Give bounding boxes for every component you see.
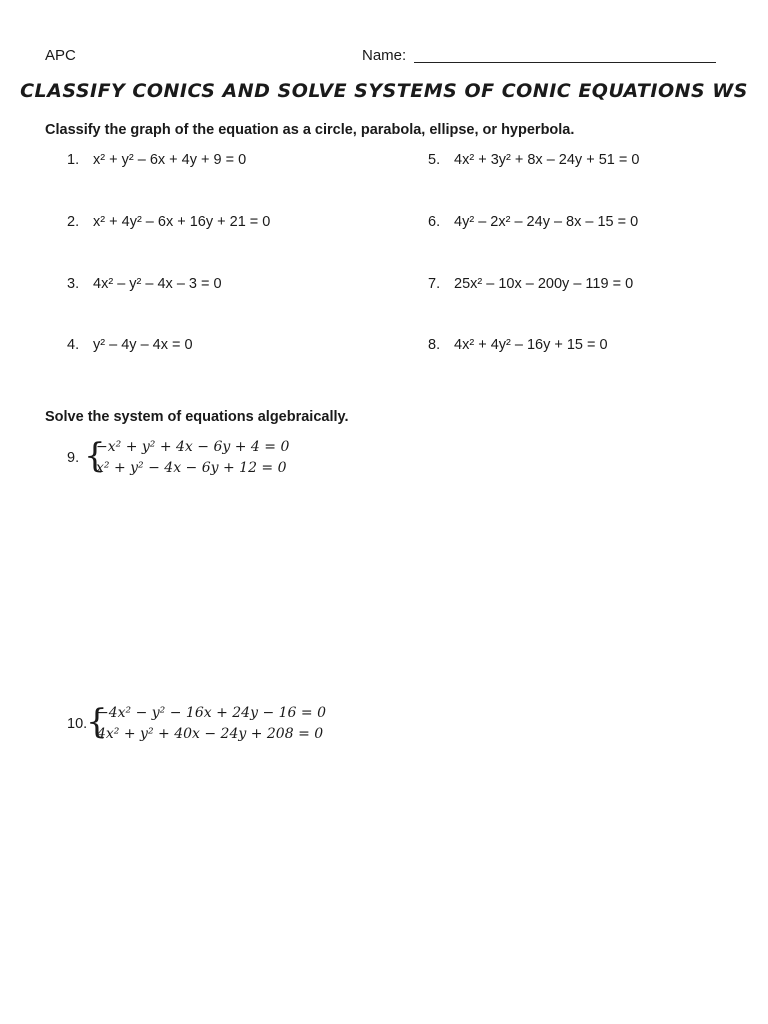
problem-4: [67, 337, 193, 353]
worksheet-title: CLASSIFY CONICS AND SOLVE SYSTEMS OF CONIC EQUATIONS WS: [20, 80, 748, 102]
problem-number: 6.: [428, 214, 441, 230]
problem-8: [428, 337, 608, 353]
problem-7: [428, 276, 633, 292]
problem-number: 4.: [67, 337, 80, 353]
system-9: [96, 437, 289, 479]
system-10: [97, 703, 326, 745]
problem-equation: 4x² + 4y² – 16y + 15 = 0: [454, 337, 608, 353]
problem-number: 7.: [428, 276, 441, 292]
name-label: Name:: [362, 47, 407, 64]
problem-3: [67, 276, 222, 292]
system-9-equation-2: x² + y² − 4x − 6y + 12 = 0: [96, 460, 287, 476]
problem-equation: 4x² + 3y² + 8x – 24y + 51 = 0: [454, 152, 640, 168]
system-10-number: 10.: [67, 716, 88, 732]
problem-equation: 25x² – 10x – 200y – 119 = 0: [454, 276, 634, 292]
problem-number: 8.: [428, 337, 441, 353]
problem-equation: x² + 4y² – 6x + 16y + 21 = 0: [93, 214, 271, 230]
problem-number: 1.: [67, 152, 80, 168]
system-9-brace: {: [84, 436, 106, 476]
problem-6: [428, 214, 638, 230]
problem-equation: x² + y² – 6x + 4y + 9 = 0: [93, 152, 247, 168]
system-9-number: 9.: [67, 450, 80, 466]
problem-number: 3.: [67, 276, 80, 292]
problem-equation: 4x² – y² – 4x – 3 = 0: [93, 276, 222, 292]
system-10-brace: {: [86, 702, 108, 742]
section1-instruction: Classify the graph of the equation as a circle, parabola, ellipse, or hyperbola.: [45, 122, 575, 138]
problem-number: 5.: [428, 152, 441, 168]
problem-number: 2.: [67, 214, 80, 230]
system-10-equation-1: −4x² − y² − 16x + 24y − 16 = 0: [97, 705, 326, 721]
problem-5: [428, 152, 639, 168]
system-9-equation-1: −x² + y² + 4x − 6y + 4 = 0: [96, 439, 290, 455]
name-input-line[interactable]: [414, 62, 716, 63]
system-10-equation-2: 4x² + y² + 40x − 24y + 208 = 0: [97, 726, 324, 742]
problem-equation: y² – 4y – 4x = 0: [93, 337, 193, 353]
problem-1: [67, 152, 246, 168]
problem-equation: 4y² – 2x² – 24y – 8x – 15 = 0: [454, 214, 639, 230]
course-label: APC: [45, 47, 76, 64]
problem-2: [67, 214, 270, 230]
section2-instruction: Solve the system of equations algebraically.: [45, 409, 349, 425]
